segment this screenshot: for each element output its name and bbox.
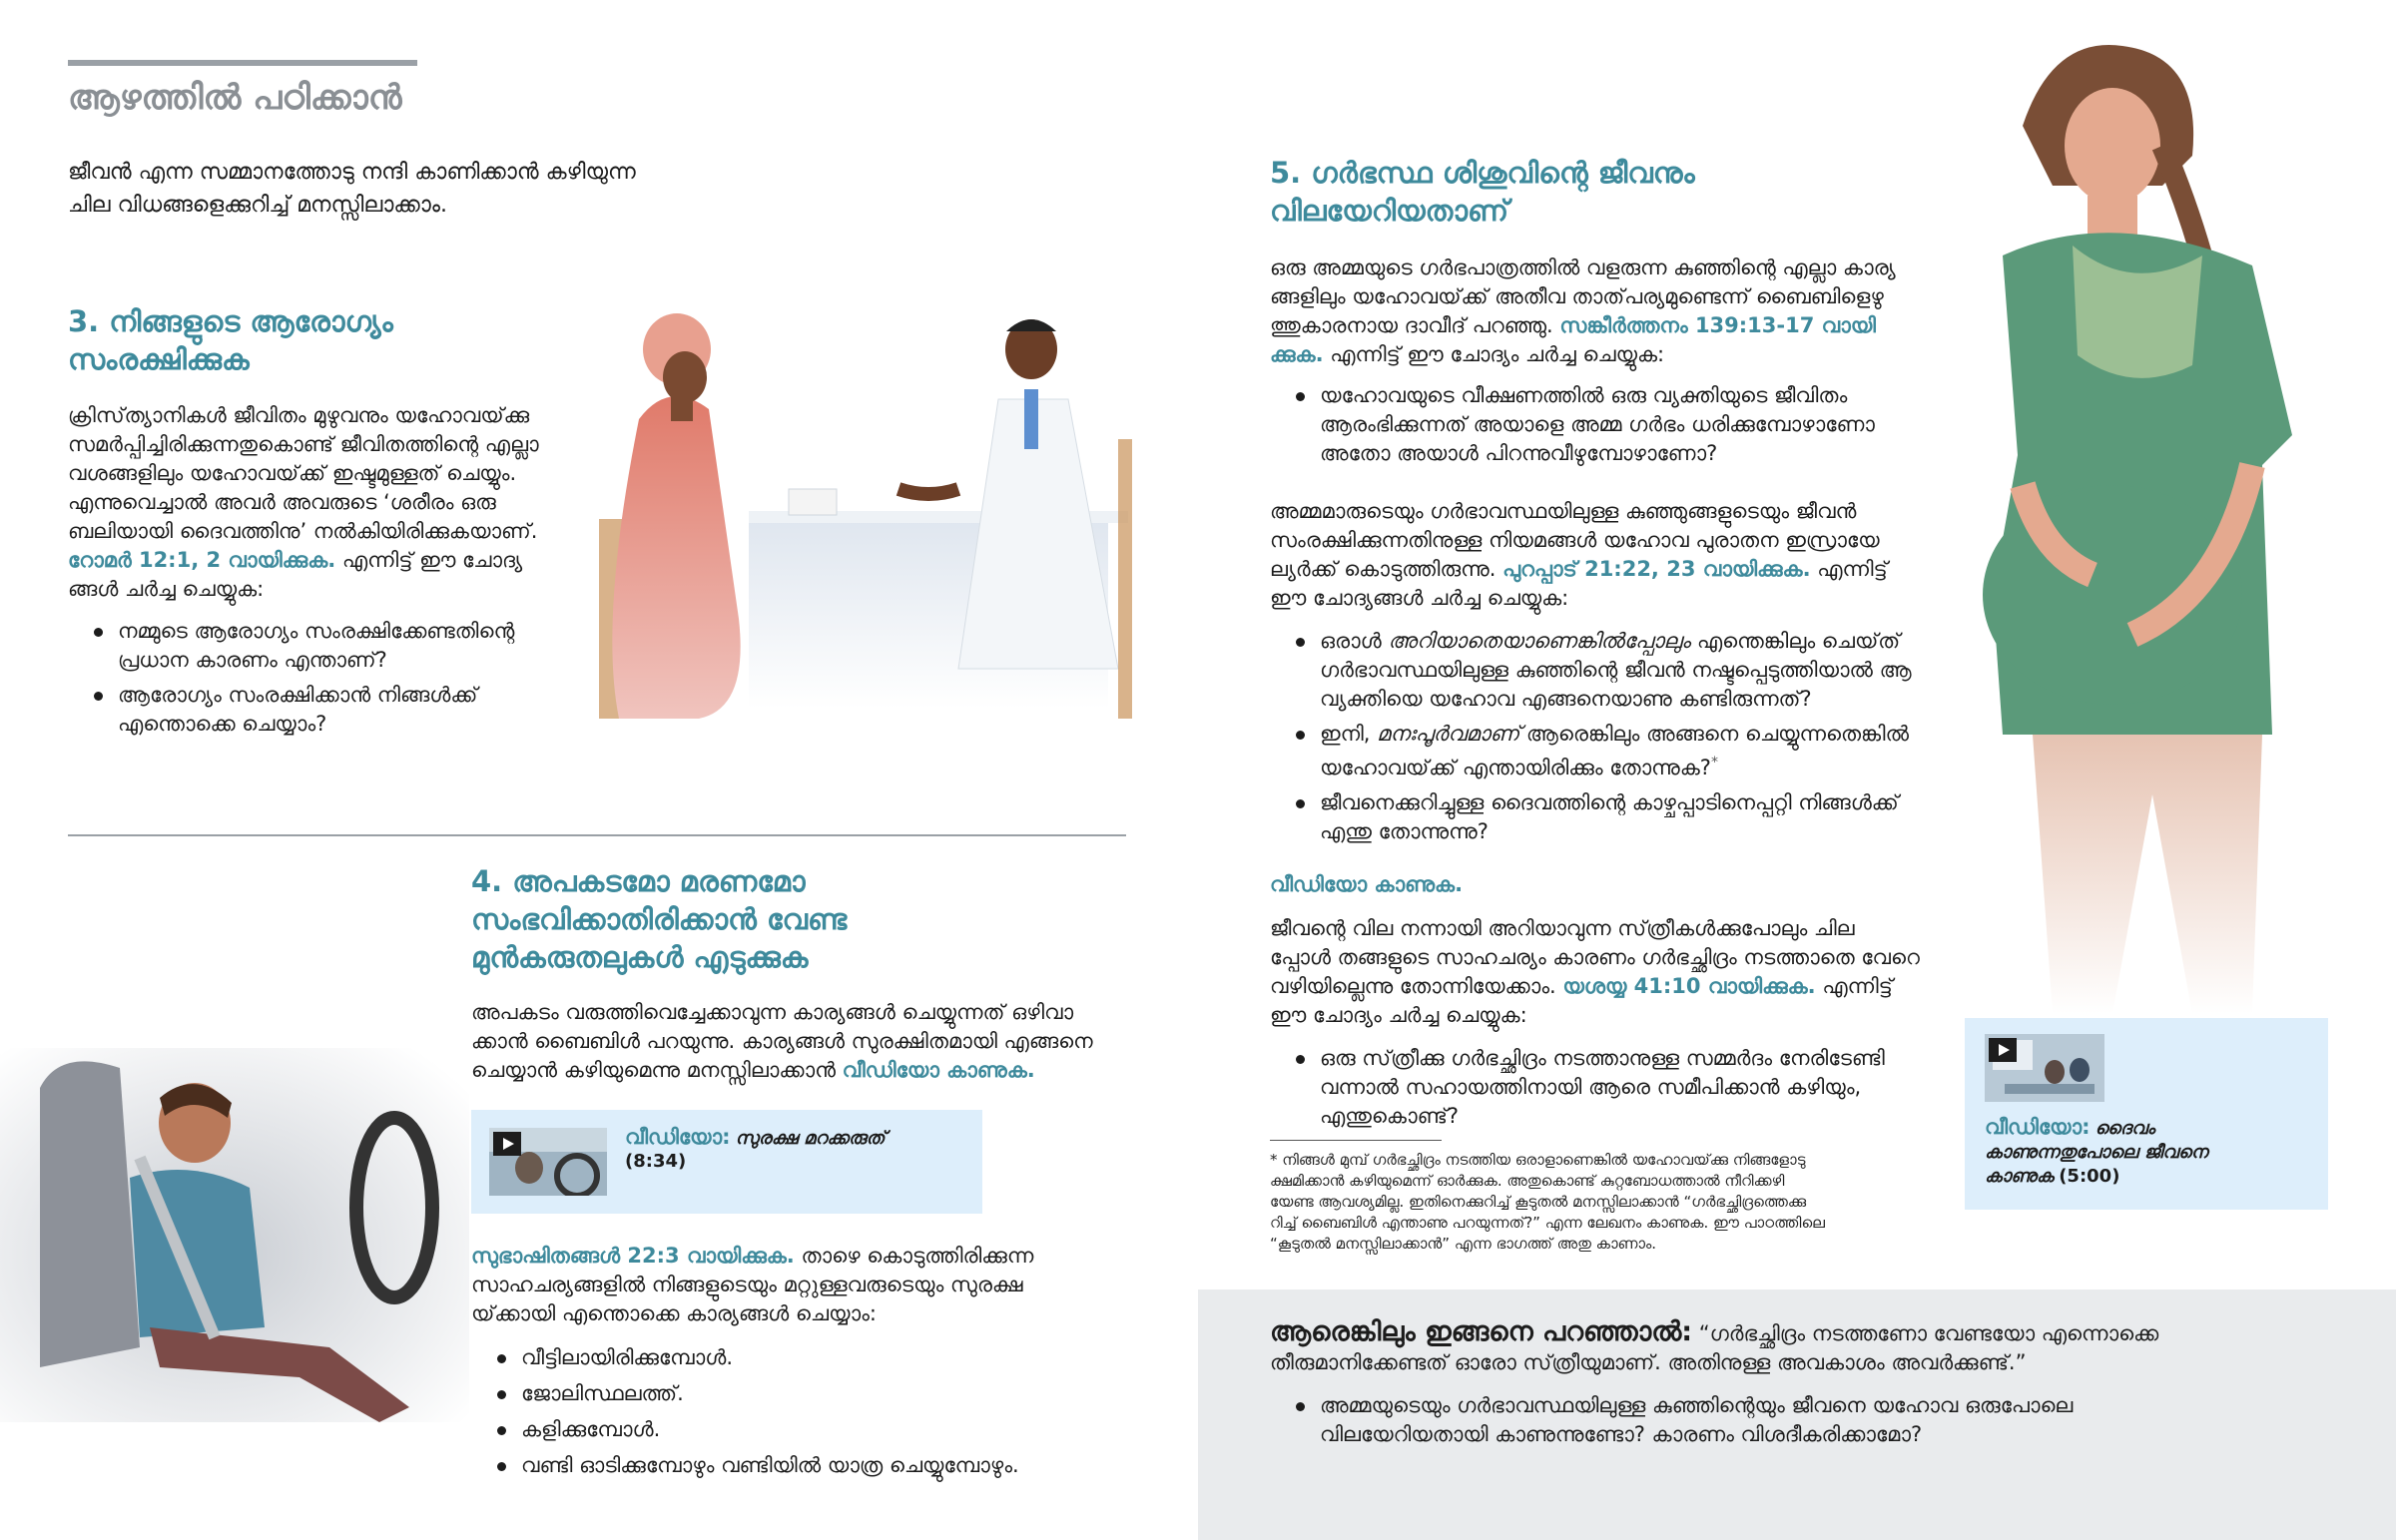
video-duration: (8:34)	[625, 1151, 687, 1172]
body-line: ഈ ചോദ്യം ചർച്ച ചെയ്യുക:	[1270, 1003, 1527, 1027]
body-line: പ്പോൾ തങ്ങളുടെ സാഹചര്യം കാരണം ഗർഭച്ഛിദ്രം നടത്താതെ വേറെ	[1270, 945, 1920, 969]
pregnant-woman-illustration	[1963, 36, 2362, 1014]
scripture-link[interactable]: സങ്കീർത്തനം 139:13-17 വായി	[1559, 313, 1876, 337]
body-line: എന്നുവെച്ചാൽ അവർ അവരുടെ ‘ശരീരം ഒരു	[68, 490, 496, 514]
question-item: ഒരു സ്‌ത്രീക്കു ഗർഭച്ഛിദ്രം നടത്താനുള്ള സമ്മർദം നേരിടേണ്ടി വന്നാൽ സഹായത്തിനായി ആരെ സമീപിക്കാൻ കഴിയും, എന്തുകൊണ്ട്?	[1290, 1044, 1929, 1131]
body-line: ജീവന്റെ വില നന്നായി അറിയാവുന്ന സ്‌ത്രീകൾക്കുപോലും ചില	[1270, 916, 1855, 940]
situation-item: കളിക്കുമ്പോൾ.	[491, 1415, 1130, 1444]
video-thumbnail[interactable]	[1985, 1034, 2104, 1102]
body-text: എന്നിട്ട് ഈ ചോദ്യം ചർച്ച ചെയ്യുക:	[1323, 342, 1665, 366]
footnote-line: റിച്ച് ബൈബിൾ എന്താണു പറയുന്നത്?” എന്ന ലേഖനം കാണുക. ഈ പാഠത്തിലെ	[1270, 1214, 1825, 1232]
video-thumbnail[interactable]	[489, 1128, 607, 1196]
part4-body-2	[471, 1242, 1130, 1328]
body-text: ഇനി,	[1320, 722, 1378, 746]
scripture-link[interactable]: സുഭാഷിതങ്ങൾ 22:3 വായിക്കുക.	[471, 1244, 795, 1268]
section-title: ആഴത്തിൽ പഠിക്കാൻ	[68, 78, 402, 118]
body-line	[68, 546, 587, 575]
doctor-visit-illustration	[599, 289, 1153, 729]
video-caption	[1985, 1114, 2314, 1189]
body-line: ക്കാൻ ബൈബിൾ പറയുന്നു. കാര്യങ്ങൾ സുരക്ഷിതമായി എങ്ങനെ	[471, 1029, 1093, 1053]
section-divider	[68, 834, 1126, 836]
footnote	[1270, 1150, 1949, 1255]
scripture-link[interactable]: പുറപ്പാട് 21:22, 23 വായിക്കുക.	[1502, 557, 1811, 581]
video-title: കാണുക	[1985, 1166, 2055, 1187]
body-text: ഒരാൾ	[1320, 629, 1389, 653]
body-line: അമ്മമാരുടെയും ഗർഭാവസ്ഥയിലുള്ള കുഞ്ഞുങ്ങളുടെയും ജീവൻ	[1270, 499, 1857, 523]
question-item: അമ്മയുടെയും ഗർഭാവസ്ഥയിലുള്ള കുഞ്ഞിന്റെയും ജീവനെ യഹോവ ഒരുപോലെ വിലയേറിയതായി കാണുന്നുണ്ടോ? കാരണം വിശദീകരിക്കാമോ?	[1290, 1391, 2188, 1449]
section-intro	[68, 156, 636, 222]
footnote-line: * നിങ്ങൾ മുമ്പ് ഗർഭച്ഛിദ്രം നടത്തിയ ഒരാളാണെങ്കിൽ യഹോവയ്‌ക്കു നിങ്ങളോടു	[1270, 1151, 1806, 1169]
heading-line: മുൻകരുതലുകൾ എടുക്കുക	[471, 940, 809, 974]
body-text: എന്നിട്ട്	[1810, 557, 1888, 581]
situation-item: വണ്ടി ഓടിക്കുമ്പോഴും വണ്ടിയിൽ യാത്ര ചെയ്യുമ്പോഴും.	[491, 1451, 1130, 1480]
question-item	[1290, 627, 1949, 714]
question-item: നമ്മുടെ ആരോഗ്യം സംരക്ഷിക്കേണ്ടതിന്റെ പ്രധാന കാരണം എന്താണ്?	[88, 617, 567, 675]
heading-line: സംഭവിക്കാതിരിക്കാൻ വേണ്ട	[471, 902, 848, 936]
part5-para3	[1270, 914, 1949, 1030]
seatbelt-illustration	[0, 1048, 469, 1422]
someone-says-text	[1270, 1317, 2348, 1377]
question-item: ആരോഗ്യം സംരക്ഷിക്കാൻ നിങ്ങൾക്ക് എന്തൊക്കെ ചെയ്യാം?	[88, 681, 567, 739]
play-icon[interactable]	[1989, 1038, 2017, 1062]
footnote-marker[interactable]: *	[1710, 755, 1718, 770]
body-line: അപകടം വരുത്തിവെച്ചേക്കാവുന്ന കാര്യങ്ങൾ ചെയ്യുന്നത് ഒഴിവാ	[471, 1000, 1074, 1024]
heading-line: 4. അപകടമോ മരണമോ	[471, 864, 806, 898]
body-line	[471, 1056, 1130, 1085]
body-line: ബലിയായി ദൈവത്തിനു’ നൽകിയിരിക്കുകയാണ്.	[68, 519, 538, 543]
question-item: യഹോവയുടെ വീക്ഷണത്തിൽ ഒരു വ്യക്തിയുടെ ജീവിതം ആരംഭിക്കുന്നത് അയാളെ അമ്മ ഗർഭം ധരിക്കുമ്പോഴാണോ അതോ അയാൾ പിറന്നുവീഴുമ്പോഴാണോ?	[1290, 381, 1929, 468]
body-line: സംരക്ഷിക്കുന്നതിനുള്ള നിയമങ്ങൾ യഹോവ പുരാതന ഇസ്രായേ	[1270, 528, 1880, 552]
emphasis-text: അറിയാതെയാണെങ്കിൽപ്പോലും	[1388, 629, 1691, 653]
scripture-link[interactable]: യശയ്യ 41:10 വായിക്കുക.	[1562, 974, 1816, 998]
part5-q3	[1290, 1044, 1929, 1137]
question-item	[1290, 720, 1949, 782]
part4-heading	[471, 862, 847, 976]
emphasis-text: മനഃപൂർവമാണ്	[1377, 722, 1520, 746]
part5-q2	[1290, 627, 1949, 852]
part3-questions	[88, 617, 567, 745]
quote-text: “ഗർഭച്ഛിദ്രം നടത്തണോ വേണ്ടയോ എന്നൊക്കെ	[1692, 1321, 2159, 1345]
part5-para2	[1270, 497, 1949, 613]
body-text: എന്നിട്ട്	[1815, 974, 1893, 998]
footnote-line: ക്ഷമിക്കാൻ കഴിയുമെന്ന് ഓർക്കുക. അതുകൊണ്ട് കുറ്റബോധത്താൽ നീറിക്കഴി	[1270, 1172, 1785, 1190]
body-line	[1270, 311, 1949, 340]
body-text: ല്യർക്ക് കൊടുത്തിരുന്നു.	[1270, 557, 1503, 581]
quote-text: തീരുമാനിക്കേണ്ടത് ഓരോ സ്‌ത്രീയുമാണ്. അതിനുള്ള അവകാശം അവർക്കുണ്ട്.”	[1270, 1350, 2027, 1374]
part5-q1	[1290, 381, 1929, 474]
body-line	[1270, 1317, 2348, 1348]
scripture-link[interactable]: റോമർ 12:1, 2 വായിക്കുക.	[68, 548, 336, 572]
part5-para1	[1270, 254, 1949, 369]
video-heading[interactable]: വീഡിയോ കാണുക.	[1270, 872, 1464, 896]
body-line: ങ്ങളിലും യഹോവയ്‌ക്ക് അതീവ താത്‌പര്യമുണ്ടെന്ന് ബൈബിളെഴു	[1270, 284, 1884, 308]
video-title: സുരക്ഷ മറക്കരുത്	[735, 1128, 886, 1149]
body-line: ഒരു അമ്മയുടെ ഗർഭപാത്രത്തിൽ വളരുന്ന കുഞ്ഞിന്റെ എല്ലാ കാര്യ	[1270, 256, 1896, 279]
heading-line: വിലയേറിയതാണ്	[1270, 194, 1509, 228]
heading-line: സംരക്ഷിക്കുക	[68, 342, 250, 376]
body-line: ക്രിസ്‌ത്യാനികൾ ജീവിതം മുഴുവനും യഹോവയ്‌ക്കു	[68, 403, 530, 427]
video-duration: (5:00)	[2059, 1166, 2120, 1187]
intro-line: ചില വിധങ്ങളെക്കുറിച്ച് മനസ്സിലാക്കാം.	[68, 193, 447, 218]
part3-body	[68, 401, 587, 604]
body-line	[1270, 340, 1949, 369]
body-text: വഴിയില്ലെന്നു തോന്നിയേക്കാം.	[1270, 974, 1563, 998]
situation-item: ജോലിസ്ഥലത്ത്.	[491, 1379, 1130, 1408]
video-caption	[625, 1124, 964, 1172]
video-title: ദൈവം	[2095, 1118, 2155, 1139]
body-line: ഈ ചോദ്യങ്ങൾ ചർച്ച ചെയ്യുക:	[1270, 586, 1569, 610]
body-text: താഴെ കൊടുത്തിരിക്കുന്ന	[794, 1244, 1034, 1268]
body-line: യ്‌ക്കായി എന്തൊക്കെ കാര്യങ്ങൾ ചെയ്യാം:	[471, 1301, 877, 1325]
intro-line: ജീവൻ എന്ന സമ്മാനത്തോടു നന്ദി കാണിക്കാൻ കഴിയുന്ന	[68, 160, 636, 185]
heading-line: 5. ഗർഭസ്ഥ ശിശുവിന്റെ ജീവനും	[1270, 156, 1695, 190]
scripture-link[interactable]: ക്കുക.	[1270, 342, 1324, 366]
someone-says-lead: ആരെങ്കിലും ഇങ്ങനെ പറഞ്ഞാൽ:	[1270, 1316, 1693, 1347]
video-link[interactable]: വീഡിയോ കാണുക.	[842, 1058, 1035, 1082]
part4-situations	[491, 1343, 1130, 1486]
body-text: ചെയ്യാൻ കഴിയുമെന്നു മനസ്സിലാക്കാൻ	[471, 1058, 843, 1082]
footnote-line: യേണ്ട ആവശ്യമില്ല. ഇതിനെക്കുറിച്ച് കൂടുതൽ മനസ്സിലാക്കാൻ “ഗർഭച്ഛിദ്രത്തെക്കു	[1270, 1193, 1807, 1211]
body-line: ങ്ങൾ ചർച്ച ചെയ്യുക:	[68, 577, 265, 601]
section-rule	[68, 60, 417, 66]
video-card-life[interactable]	[1965, 1018, 2328, 1210]
someone-says-question	[1290, 1391, 2188, 1455]
video-card-safety[interactable]	[471, 1110, 982, 1214]
footnote-rule	[1270, 1140, 1442, 1141]
body-line: സാഹചര്യങ്ങളിൽ നിങ്ങളുടെയും മറ്റുള്ളവരുടെയും സുരക്ഷ	[471, 1273, 1023, 1296]
body-line	[471, 1242, 1130, 1271]
video-title: കാണുന്നതുപോലെ ജീവനെ	[1985, 1142, 2208, 1163]
body-text: എന്നിട്ട് ഈ ചോദ്യ	[335, 548, 523, 572]
body-text: ആരെങ്കിലും അങ്ങനെ ചെയ്യുന്നതെങ്കിൽ യഹോവയ്‌ക്ക് എന്തായിരിക്കും തോന്നുക?	[1320, 722, 1910, 779]
body-text: എന്തെങ്കിലും ചെയ്‌ത് ഗർഭാവസ്ഥയിലുള്ള കുഞ്ഞിന്റെ ജീവൻ നഷ്ടപ്പെടുത്തിയാൽ ആ വ്യക്തിയെ യഹോവ എങ്ങനെയാണു കണ്ടിരുന്നത്?	[1320, 629, 1912, 711]
part5-heading	[1270, 154, 1695, 230]
heading-line: 3. നിങ്ങളുടെ ആരോഗ്യം	[68, 304, 393, 338]
body-line	[1270, 972, 1949, 1001]
video-label: വീഡിയോ:	[625, 1125, 731, 1149]
footnote-line: “കൂടുതൽ മനസ്സിലാക്കാൻ” എന്ന ഭാഗത്ത് അതു കാണാം.	[1270, 1235, 1657, 1253]
body-line: സമർപ്പിച്ചിരിക്കുന്നതുകൊണ്ട് ജീവിതത്തിന്റെ എല്ലാ	[68, 432, 539, 456]
video-label: വീഡിയോ:	[1985, 1115, 2091, 1139]
body-text: ത്തുകാരനായ ദാവീദ് പറഞ്ഞു.	[1270, 313, 1560, 337]
question-item: ജീവനെക്കുറിച്ചുള്ള ദൈവത്തിന്റെ കാഴ്ചപ്പാടിനെപ്പറ്റി നിങ്ങൾക്ക് എന്തു തോന്നുന്നു?	[1290, 788, 1949, 846]
body-line: വശങ്ങളിലും യഹോവയ്‌ക്ക് ഇഷ്ടമുള്ളത് ചെയ്യും.	[68, 461, 517, 485]
part3-heading	[68, 302, 393, 378]
part4-body	[471, 998, 1130, 1085]
play-icon[interactable]	[493, 1132, 521, 1156]
situation-item: വീട്ടിലായിരിക്കുമ്പോൾ.	[491, 1343, 1130, 1372]
body-line	[1270, 555, 1949, 584]
